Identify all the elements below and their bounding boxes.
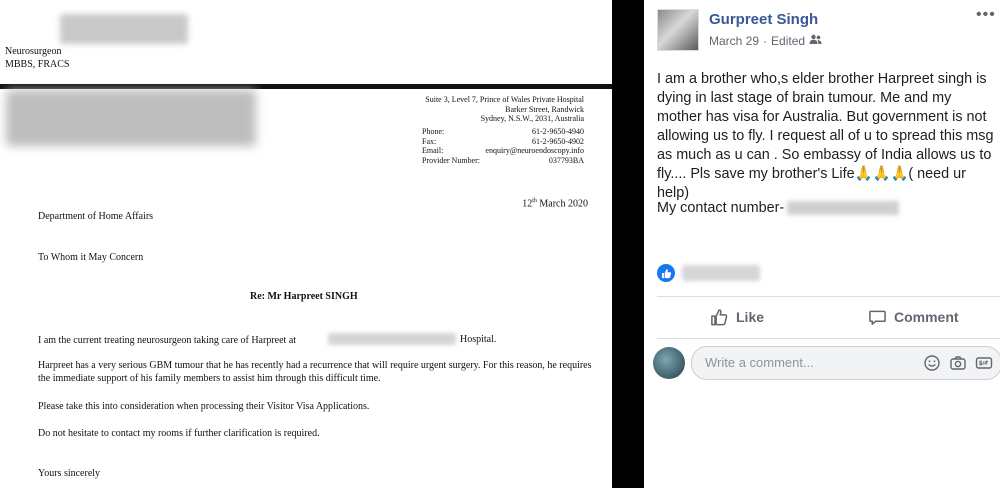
author-avatar[interactable]	[657, 9, 699, 51]
redacted-contact-number	[787, 201, 899, 215]
friends-icon[interactable]	[809, 34, 822, 48]
image-divider	[612, 0, 644, 488]
contact-value: enquiry@neuroendoscopy.info	[485, 146, 584, 156]
letter-date	[476, 198, 588, 209]
address-line: Sydney, N.S.W., 2031, Australia	[480, 114, 584, 124]
like-reaction-icon[interactable]	[657, 264, 675, 282]
comment-tools	[923, 354, 993, 372]
commenter-avatar[interactable]	[653, 347, 685, 379]
date-suffix: th	[532, 198, 537, 204]
contact-row	[422, 146, 584, 156]
comment-button[interactable]	[868, 304, 959, 330]
letter-closing: Yours sincerely	[38, 468, 101, 479]
letter-paragraph-2: Harpreet has a very serious GBM tumour that he has recently had a recurrence that will require urgent surgery. For this reason, he requires the immediate support of his family members to assist him through this difficult time.	[38, 360, 592, 384]
contact-row	[422, 137, 584, 147]
letter-title-line2: MBBS, FRACS	[5, 59, 70, 70]
comment-placeholder: Write a comment...	[705, 355, 814, 370]
contact-label: Provider Number:	[422, 155, 480, 165]
contact-value: 61-2-9650-4940	[532, 127, 584, 136]
more-options-icon[interactable]: •••	[976, 6, 996, 23]
letter-paragraph-4: Do not hesitate to contact my rooms if further clarification is required.	[38, 428, 320, 439]
date-month-year: March 2020	[536, 198, 588, 210]
contact-number-label: My contact number-	[657, 200, 785, 216]
address-line: Barker Street, Randwick	[505, 104, 584, 114]
letterhead-contact	[422, 127, 584, 165]
comment-label: Comment	[894, 309, 959, 325]
emoji-icon[interactable]	[923, 354, 941, 372]
thumbs-up-icon	[710, 308, 729, 327]
redacted-reactors[interactable]	[682, 265, 760, 281]
meta-separator: ·	[763, 34, 768, 48]
author-name[interactable]: Gurpreet Singh	[709, 11, 819, 28]
letter-title-line1: Neurosurgeon	[5, 46, 62, 57]
letter-salutation: To Whom it May Concern	[38, 252, 144, 263]
actions-divider	[657, 338, 1000, 339]
post-date[interactable]: March 29	[709, 34, 760, 48]
comment-icon	[868, 308, 887, 327]
like-label: Like	[736, 309, 765, 325]
letterhead-address	[376, 95, 584, 124]
contact-label: Phone:	[422, 127, 445, 136]
facebook-post	[644, 0, 1000, 488]
letterhead-rule	[0, 84, 612, 89]
contact-label: Fax:	[422, 136, 437, 146]
letter-paragraph-1: I am the current treating neurosurgeon taking care of Harpreet at	[38, 335, 297, 346]
redacted-hospital-name	[328, 333, 456, 345]
comment-input[interactable]	[691, 346, 1000, 380]
redacted-letterhead-logo	[6, 90, 256, 146]
letter-subject: Re: Mr Harpreet SINGH	[250, 291, 358, 302]
like-button[interactable]	[710, 304, 764, 330]
contact-label: Email:	[422, 146, 444, 156]
letter-recipient: Department of Home Affairs	[38, 211, 154, 222]
post-text: I am a brother who,s elder brother Harpreet singh is dying in last stage of brain tumour. Me and my mother has visa for Australia. But government is not allowing us to fly. I request all of u to spread this msg as much as u can . So embassy of India allows us to fly.... Pls save my brother's Life🙏🙏🙏( need ur help)	[657, 71, 994, 201]
contact-row	[422, 156, 584, 166]
letter-paragraph-3: Please take this into consideration when processing their Visitor Visa Applications.	[38, 401, 370, 412]
post-edited[interactable]: Edited	[771, 34, 806, 48]
contact-value: 037793BA	[548, 155, 584, 165]
redacted-doctor-name	[60, 14, 188, 44]
post-meta	[709, 34, 822, 48]
address-line: Suite 3, Level 7, Prince of Wales Private Hospital	[425, 95, 584, 104]
post-contact-line	[657, 200, 899, 216]
camera-icon[interactable]	[949, 354, 967, 372]
contact-value: 61-2-9650-4902	[532, 136, 584, 146]
letter-paragraph-1-end: Hospital.	[460, 334, 497, 345]
reactions-divider	[657, 296, 1000, 297]
date-day: 12	[522, 198, 533, 210]
gif-icon[interactable]	[975, 354, 993, 372]
contact-row	[422, 127, 584, 137]
